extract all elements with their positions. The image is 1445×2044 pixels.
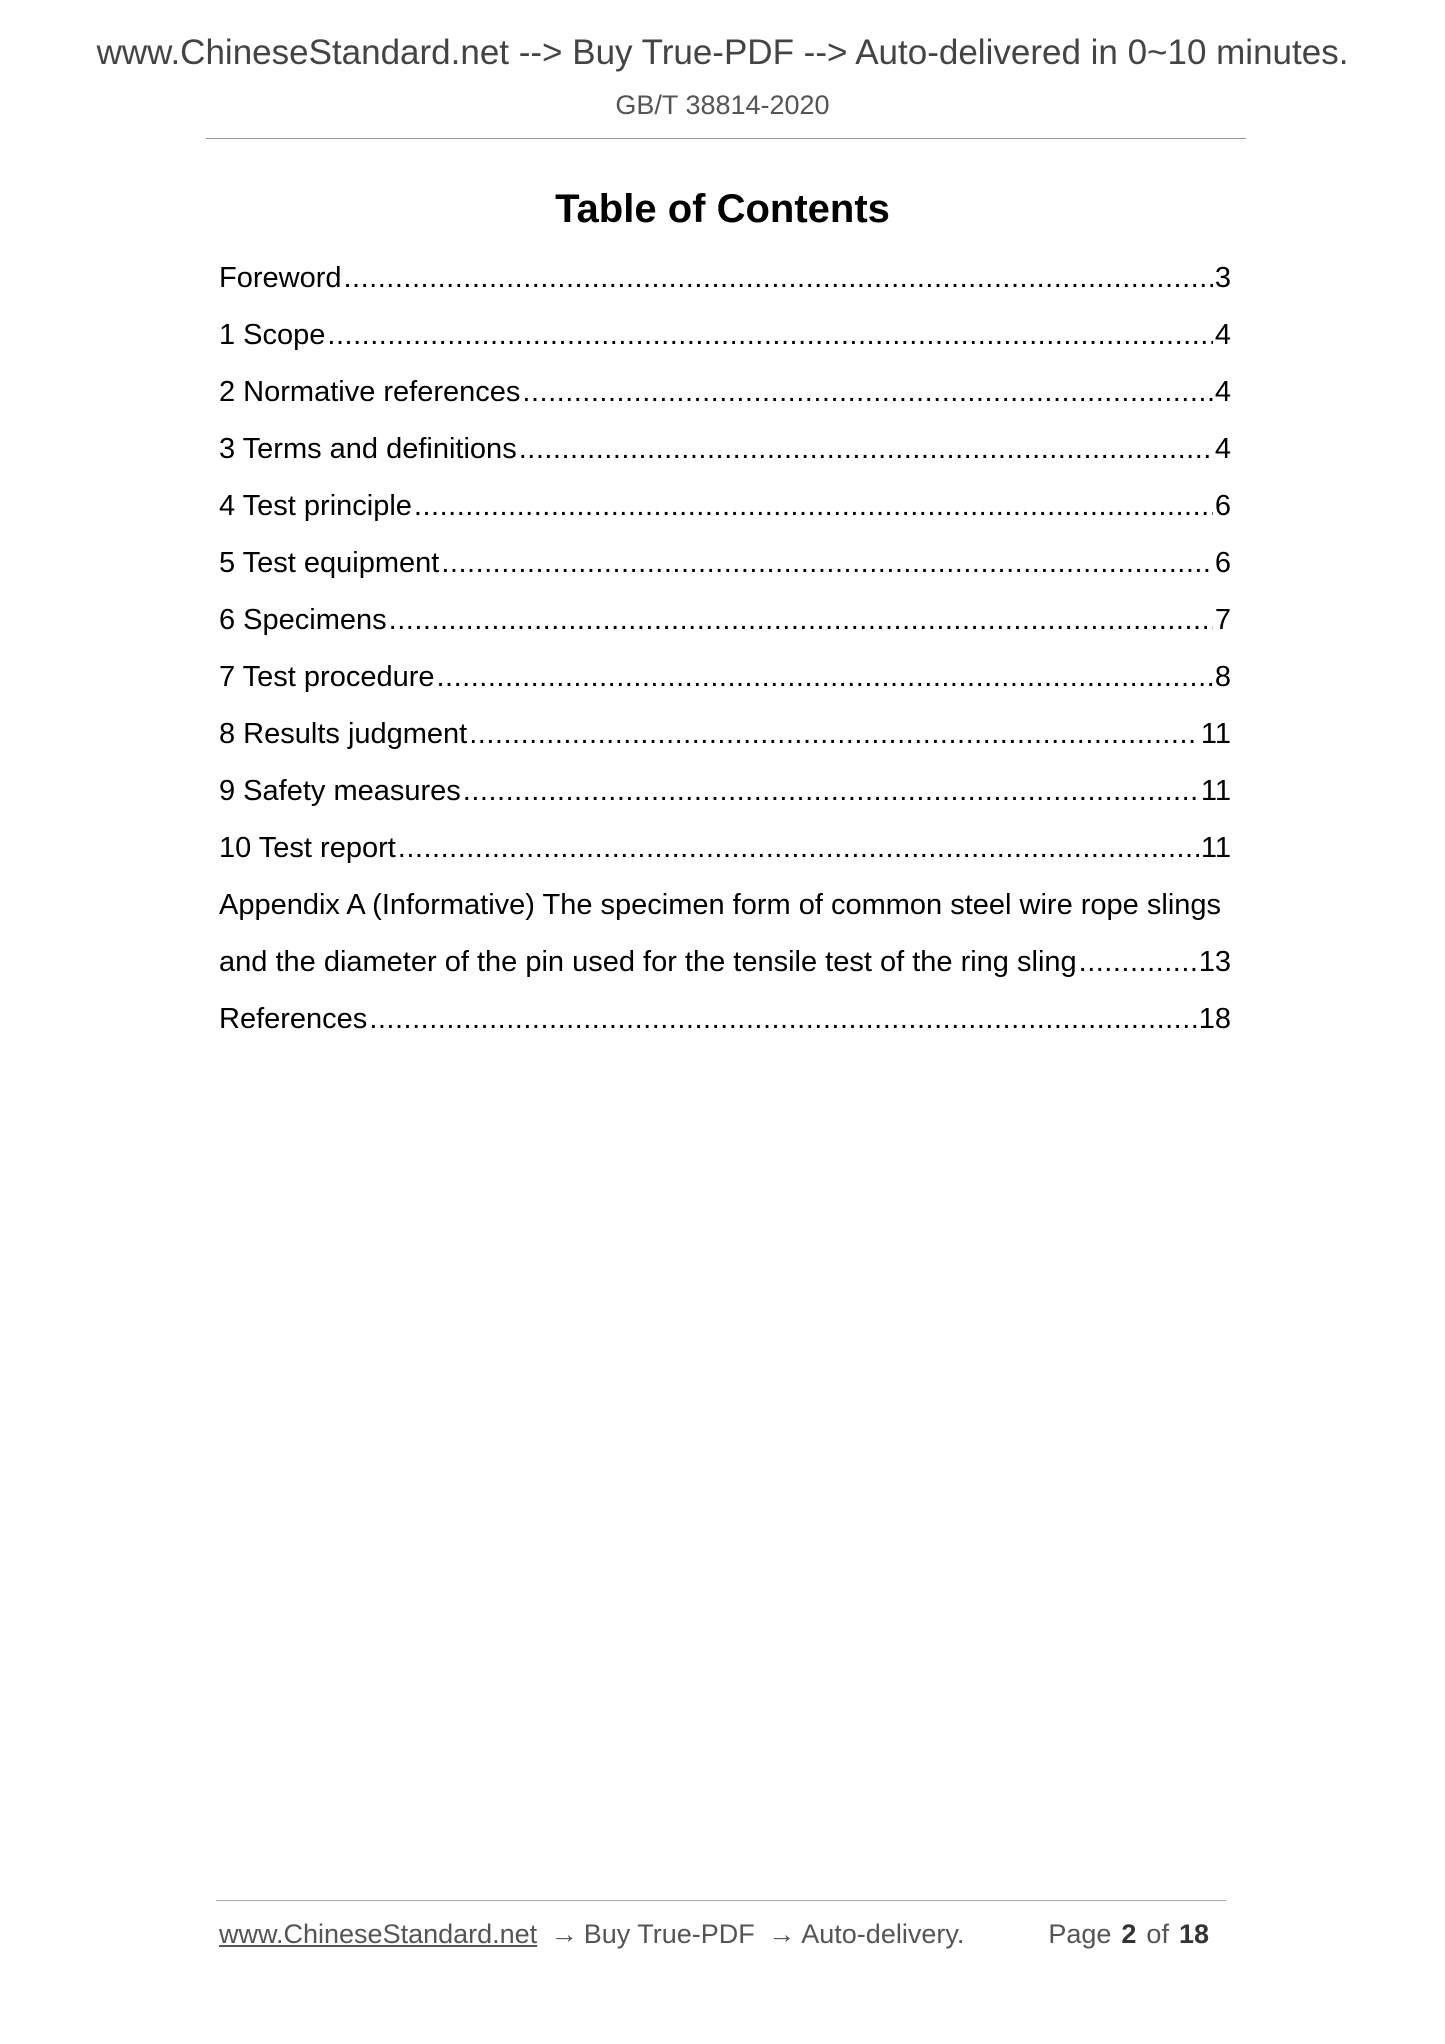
toc-entry-appendix-a-continued[interactable] <box>219 934 1231 991</box>
top-banner: www.ChineseStandard.net --> Buy True-PDF --> Auto-delivered in 0~10 minutes. <box>96 33 1349 72</box>
header-divider <box>206 138 1246 139</box>
toc-entry-scope[interactable] <box>219 307 1231 364</box>
toc-entry-label: 4 Test principle <box>219 490 412 522</box>
toc-dot-leader <box>519 421 1213 478</box>
toc-dot-leader <box>414 478 1213 535</box>
toc-entry-normative-references[interactable] <box>219 364 1231 421</box>
toc-entry-label: 8 Results judgment <box>219 718 468 750</box>
toc-entry-specimens[interactable] <box>219 592 1231 649</box>
footer-site-link[interactable]: www.ChineseStandard.net <box>219 1919 538 1949</box>
toc-entry-label: 6 Specimens <box>219 604 387 636</box>
page-footer <box>219 1916 1219 1952</box>
toc-entry-page: 3 <box>1214 262 1231 294</box>
toc-entry-page: 6 <box>1214 547 1231 579</box>
document-code: GB/T 38814-2020 <box>615 90 830 120</box>
toc-dot-leader <box>437 649 1213 706</box>
toc-entry-label: 9 Safety measures <box>219 775 461 807</box>
toc-entry-page: 7 <box>1214 604 1231 636</box>
page-indicator <box>1048 1916 1219 1952</box>
toc-entry-terms-definitions[interactable] <box>219 421 1231 478</box>
toc-entry-appendix-a[interactable] <box>219 877 1231 934</box>
footer-delivery-text: Auto-delivery. <box>801 1919 965 1949</box>
arrow-right-icon: → <box>768 1919 796 1949</box>
toc-entry-label: 1 Scope <box>219 319 326 351</box>
toc-entry-label: 3 Terms and definitions <box>219 433 517 465</box>
toc-entry-label: 5 Test equipment <box>219 547 440 579</box>
toc-entry-test-principle[interactable] <box>219 478 1231 535</box>
toc-dot-leader <box>469 706 1199 763</box>
page-current: 2 <box>1121 1919 1137 1949</box>
page-of: of <box>1146 1919 1169 1949</box>
toc-entry-page: 11 <box>1200 775 1231 807</box>
toc-entry-label: and the diameter of the pin used for the tensile test of the ring sling <box>219 946 1077 978</box>
toc-entry-page: 6 <box>1214 490 1231 522</box>
toc-entry-label: 10 Test report <box>219 832 396 864</box>
toc-entry-page: 18 <box>1198 1003 1231 1035</box>
toc-entry-safety-measures[interactable] <box>219 763 1231 820</box>
toc-title: Table of Contents <box>555 187 890 231</box>
table-of-contents <box>219 250 1231 1048</box>
toc-dot-leader <box>369 991 1196 1048</box>
toc-dot-leader <box>441 535 1213 592</box>
toc-dot-leader <box>463 763 1199 820</box>
toc-dot-leader <box>398 820 1199 877</box>
toc-entry-page: 13 <box>1198 946 1231 978</box>
toc-entry-page: 11 <box>1200 718 1231 750</box>
toc-dot-leader <box>389 592 1213 649</box>
toc-entry-test-equipment[interactable] <box>219 535 1231 592</box>
toc-entry-test-report[interactable] <box>219 820 1231 877</box>
toc-entry-foreword[interactable] <box>219 250 1231 307</box>
toc-entry-page: 11 <box>1200 832 1231 864</box>
toc-entry-label: 2 Normative references <box>219 376 521 408</box>
toc-dot-leader <box>522 364 1212 421</box>
toc-entry-test-procedure[interactable] <box>219 649 1231 706</box>
toc-entry-page: 8 <box>1214 661 1231 693</box>
toc-entry-page: 4 <box>1214 319 1231 351</box>
toc-dot-leader <box>327 307 1212 364</box>
toc-dot-leader <box>344 250 1213 307</box>
toc-entry-label: Appendix A (Informative) The specimen form of common steel wire rope slings <box>219 889 1222 921</box>
footer-divider <box>216 1900 1226 1901</box>
toc-entry-label: Foreword <box>219 262 342 294</box>
toc-entry-results-judgment[interactable] <box>219 706 1231 763</box>
toc-dot-leader <box>1079 934 1197 991</box>
arrow-right-icon: → <box>550 1919 578 1949</box>
toc-entry-label: 7 Test procedure <box>219 661 435 693</box>
page-label: Page <box>1048 1919 1112 1949</box>
toc-entry-page: 4 <box>1214 433 1231 465</box>
toc-entry-page: 4 <box>1214 376 1231 408</box>
toc-entry-label: References <box>219 1003 368 1035</box>
footer-buy-text: Buy True-PDF <box>583 1919 755 1949</box>
page-total: 18 <box>1178 1919 1209 1949</box>
toc-entry-references[interactable] <box>219 991 1231 1048</box>
